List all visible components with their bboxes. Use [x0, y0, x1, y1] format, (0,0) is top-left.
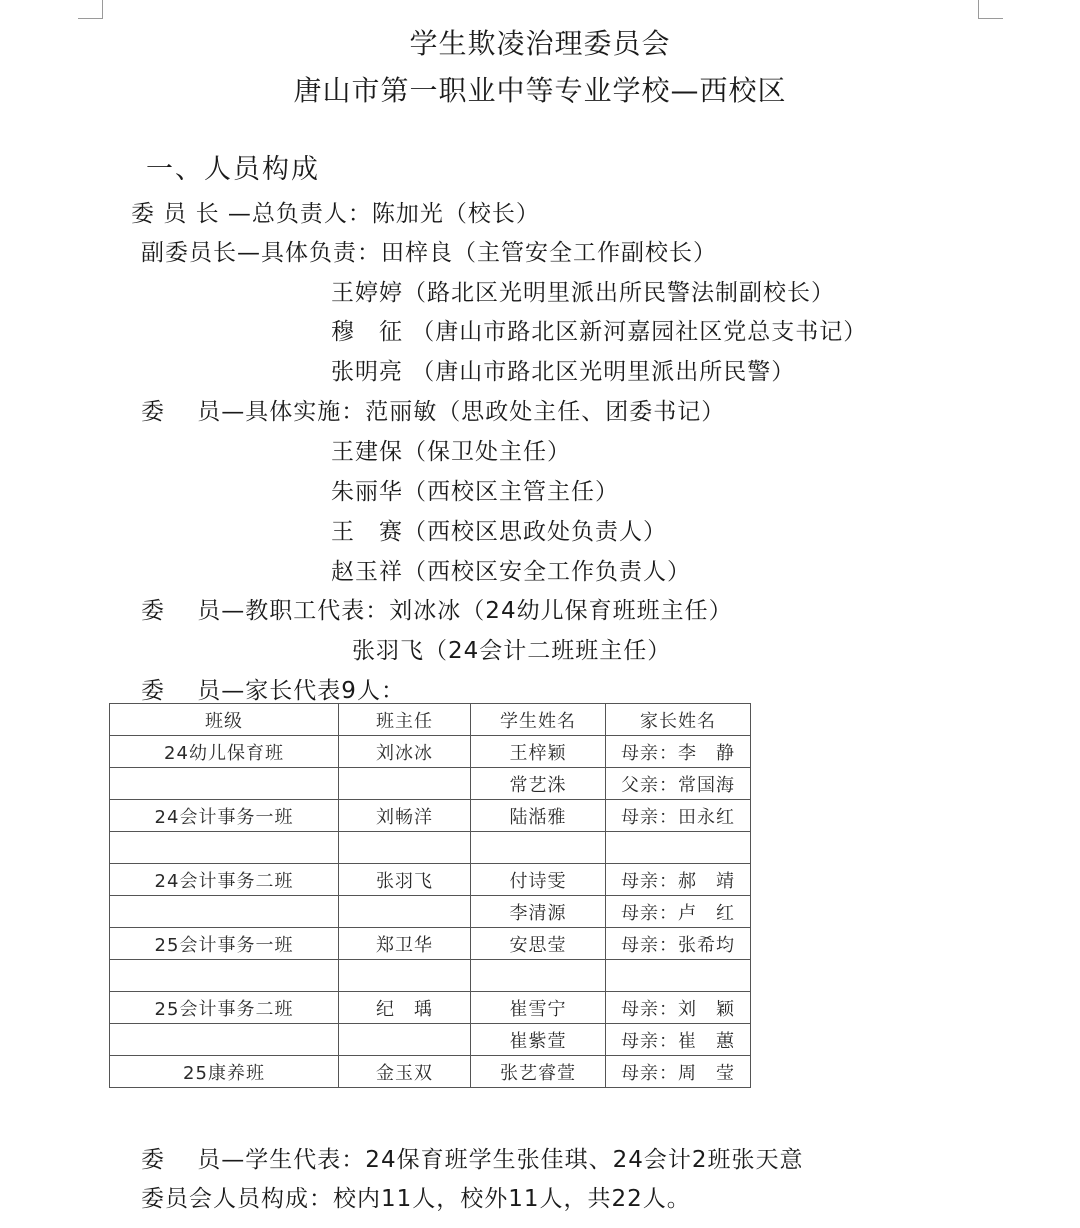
cell-parent-name: 母亲：周 莹 [606, 1056, 751, 1088]
table-row [110, 928, 751, 960]
document-subtitle: 唐山市第一职业中等专业学校—西校区 [293, 74, 787, 107]
parents-table [109, 703, 751, 1088]
cell-parent-name: 母亲：郝 靖 [606, 864, 751, 896]
cell-student-name: 陆湉雅 [471, 800, 606, 832]
cell-class [110, 1024, 339, 1056]
header-student-name: 学生姓名 [471, 704, 606, 736]
cell-parent-name [606, 960, 751, 992]
table-row [110, 800, 751, 832]
line-vice-chair: 副委员长—具体负责：田梓良（主管安全工作副校长） [141, 240, 717, 266]
line-student-representatives: 委 员—学生代表：24保育班学生张佳琪、24会计2班张天意 [141, 1147, 804, 1173]
cell-student-name: 付诗雯 [471, 864, 606, 896]
cell-student-name: 崔雪宁 [471, 992, 606, 1024]
line-members-implementation: 委 员—具体实施：范丽敏（思政处主任、团委书记） [141, 399, 726, 425]
section-heading: 一、人员构成 [146, 154, 320, 185]
line-implementation-member-1: 王建保（保卫处主任） [331, 439, 571, 465]
cell-head-teacher [339, 768, 471, 800]
line-committee-chair: 委 员 长 —总负责人：陈加光（校长） [131, 201, 540, 227]
table-header-row [110, 704, 751, 736]
table-row [110, 768, 751, 800]
cell-class [110, 960, 339, 992]
cell-head-teacher: 张羽飞 [339, 864, 471, 896]
line-implementation-member-3: 王 赛（西校区思政处负责人） [331, 519, 667, 545]
cell-student-name [471, 832, 606, 864]
cell-head-teacher [339, 832, 471, 864]
cell-parent-name: 母亲：田永红 [606, 800, 751, 832]
line-implementation-member-4: 赵玉祥（西校区安全工作负责人） [331, 559, 691, 585]
table-row [110, 992, 751, 1024]
line-vice-chair-member-2: 穆 征 （唐山市路北区新河嘉园社区党总支书记） [331, 319, 868, 345]
cell-class: 25会计事务二班 [110, 992, 339, 1024]
cell-student-name: 张艺睿萱 [471, 1056, 606, 1088]
header-parent-name: 家长姓名 [606, 704, 751, 736]
cell-parent-name: 母亲：崔 蕙 [606, 1024, 751, 1056]
cell-student-name: 常艺洙 [471, 768, 606, 800]
cell-parent-name: 母亲：李 静 [606, 736, 751, 768]
cell-class [110, 896, 339, 928]
line-implementation-member-2: 朱丽华（西校区主管主任） [331, 479, 619, 505]
cell-class [110, 832, 339, 864]
crop-mark-left [78, 0, 103, 19]
table-row [110, 736, 751, 768]
cell-class: 25康养班 [110, 1056, 339, 1088]
cell-head-teacher: 刘冰冰 [339, 736, 471, 768]
cell-student-name [471, 960, 606, 992]
table-row [110, 832, 751, 864]
cell-student-name: 王梓颖 [471, 736, 606, 768]
table-row [110, 960, 751, 992]
line-parent-representatives: 委 员—家长代表9人： [141, 678, 405, 704]
line-vice-chair-member-3: 张明亮 （唐山市路北区光明里派出所民警） [331, 359, 796, 385]
header-class: 班级 [110, 704, 339, 736]
line-staff-representatives: 委 员—教职工代表：刘冰冰（24幼儿保育班班主任） [141, 598, 733, 624]
line-vice-chair-member-1: 王婷婷（路北区光明里派出所民警法制副校长） [331, 280, 835, 306]
table-row [110, 864, 751, 896]
cell-class [110, 768, 339, 800]
cell-head-teacher: 金玉双 [339, 1056, 471, 1088]
header-head-teacher: 班主任 [339, 704, 471, 736]
table-row [110, 896, 751, 928]
cell-class: 24会计事务二班 [110, 864, 339, 896]
cell-student-name: 崔紫萱 [471, 1024, 606, 1056]
crop-mark-right [978, 0, 1003, 19]
cell-parent-name: 母亲：刘 颖 [606, 992, 751, 1024]
cell-class: 24会计事务一班 [110, 800, 339, 832]
document-title: 学生欺凌治理委员会 [409, 27, 671, 60]
cell-head-teacher: 刘畅洋 [339, 800, 471, 832]
table-row [110, 1056, 751, 1088]
cell-head-teacher [339, 896, 471, 928]
cell-head-teacher [339, 960, 471, 992]
cell-student-name: 李清源 [471, 896, 606, 928]
line-staff-representative-2: 张羽飞（24会计二班班主任） [352, 638, 672, 664]
cell-class: 24幼儿保育班 [110, 736, 339, 768]
line-committee-summary: 委员会人员构成：校内11人，校外11人，共22人。 [141, 1186, 691, 1212]
cell-parent-name: 父亲：常国海 [606, 768, 751, 800]
cell-parent-name: 母亲：张希均 [606, 928, 751, 960]
cell-head-teacher: 纪 瑀 [339, 992, 471, 1024]
cell-student-name: 安思莹 [471, 928, 606, 960]
cell-parent-name: 母亲：卢 红 [606, 896, 751, 928]
table-row [110, 1024, 751, 1056]
cell-head-teacher [339, 1024, 471, 1056]
cell-class: 25会计事务一班 [110, 928, 339, 960]
cell-parent-name [606, 832, 751, 864]
cell-head-teacher: 郑卫华 [339, 928, 471, 960]
